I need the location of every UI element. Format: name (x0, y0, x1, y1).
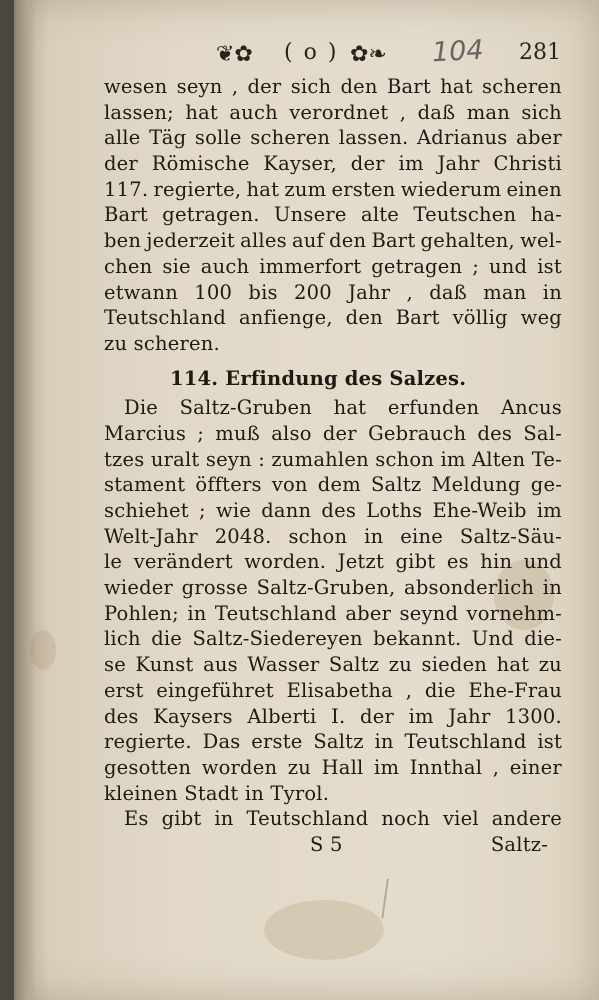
word: noch (381, 807, 431, 831)
word: Römische (151, 152, 250, 176)
word: seynd (399, 601, 459, 625)
word: erste (251, 730, 303, 754)
word: hat (440, 75, 473, 98)
word: vornehm- (466, 601, 562, 625)
word: in (374, 730, 394, 754)
text-line (104, 305, 562, 331)
word: sie (162, 254, 191, 278)
word: des (104, 704, 139, 728)
page-gutter (14, 0, 36, 1000)
footer-line (104, 832, 562, 858)
paper-stain (264, 900, 384, 960)
word: jederzeit (146, 229, 235, 253)
word: regierte. (104, 730, 192, 754)
word: , (405, 678, 413, 702)
word: Saltz-Gruben (179, 396, 312, 420)
text-line (104, 652, 562, 678)
word: Te- (531, 447, 562, 471)
word: Saltz-Gruben, (256, 576, 396, 600)
word: Teutschland (404, 730, 527, 754)
text-line (104, 806, 562, 832)
word: absonderlich (404, 576, 535, 600)
word: Welt-Jahr (104, 524, 198, 548)
text-line (104, 575, 562, 601)
word: uralt (150, 447, 200, 471)
word: verändert (133, 550, 233, 574)
word: auch (200, 254, 250, 278)
word: Es (124, 807, 149, 831)
paper-crease (381, 879, 408, 922)
word: Elisabetha (286, 678, 393, 702)
text-line: zu scheren. (104, 331, 220, 355)
word: den (329, 229, 367, 253)
word: Innthal (409, 755, 483, 779)
text-line (104, 202, 562, 228)
word: Hall (321, 755, 364, 779)
word: alte (361, 203, 400, 227)
text-line (104, 177, 562, 203)
word: Adrianus (417, 126, 508, 150)
word: Sal- (523, 421, 562, 445)
word: Gebrauch (368, 421, 467, 445)
word: die (424, 678, 456, 702)
word: weg (520, 306, 562, 330)
word: Pohlen; (104, 601, 179, 625)
word: viel (442, 807, 479, 831)
word: ; (197, 421, 205, 445)
text-line (104, 421, 562, 447)
word: 2048. (214, 524, 272, 548)
word: aber (345, 601, 392, 625)
text-line (104, 498, 562, 524)
word: im (398, 152, 424, 176)
word: Saltz (371, 473, 422, 497)
word: der (322, 421, 357, 445)
text-line (104, 729, 562, 755)
word: Alten (472, 447, 526, 471)
word: immerfort (259, 254, 362, 278)
ornament-right: ✿❧ (350, 42, 387, 67)
word: und (489, 254, 528, 278)
word: des (321, 499, 357, 522)
word: ha- (530, 203, 562, 227)
word: anfienge, (238, 306, 333, 330)
word: Täg (149, 126, 187, 150)
word: Bart (104, 203, 148, 227)
word: wie (215, 499, 252, 522)
word: und (523, 550, 562, 574)
word: die- (524, 627, 562, 651)
word: sich (290, 75, 332, 98)
word: von (271, 473, 308, 497)
word: muß (215, 421, 260, 445)
word: wiederum (400, 177, 502, 201)
word: der (350, 152, 385, 176)
word: 200 (294, 280, 332, 304)
word: bekannt. (373, 627, 462, 651)
word: zu (538, 653, 562, 677)
word: verordnet (289, 100, 389, 124)
word: Bart (371, 229, 416, 253)
word: der (360, 704, 394, 728)
word: daß (417, 100, 456, 124)
word: Teutschen (413, 203, 517, 227)
word: schon (288, 524, 348, 548)
word: den (345, 306, 383, 330)
word: scheren (250, 126, 331, 150)
word: Christi (493, 152, 562, 176)
word: ; (198, 499, 206, 522)
word: aus (203, 653, 238, 677)
word: Jahr (437, 152, 480, 176)
word: man (466, 100, 510, 124)
word: Saltz-Siedereyen (192, 627, 363, 651)
word: eine (400, 524, 443, 548)
word: bis (248, 280, 278, 304)
word: alle (104, 126, 141, 150)
word: zu (388, 653, 412, 677)
word: wel- (520, 229, 562, 253)
word: des (477, 421, 513, 445)
word: es (446, 550, 469, 574)
word: öffters (195, 473, 262, 497)
word: aber (516, 126, 562, 150)
book-page (14, 0, 599, 1000)
running-header (194, 36, 574, 70)
text-line (104, 228, 562, 254)
word: 100 (194, 280, 233, 304)
word: , (231, 75, 239, 98)
word: andere (491, 807, 562, 831)
header-center-mark: ( o ) (284, 40, 339, 65)
word: Wasser (247, 653, 320, 677)
word: lassen. (338, 126, 409, 150)
word: hin (480, 550, 513, 574)
word: scheren (482, 75, 562, 98)
word: zumahlen (271, 447, 369, 471)
text-line (104, 704, 562, 730)
word: tzes (104, 447, 145, 471)
word: zum (284, 177, 327, 201)
word: Und (471, 627, 514, 651)
word: völlig (452, 306, 508, 330)
word: also (271, 421, 312, 445)
word: ist (537, 254, 562, 278)
word: im (374, 755, 400, 779)
word: lich (104, 627, 141, 651)
text-line (104, 601, 562, 627)
word: grosse (181, 576, 248, 600)
word: ersten (331, 177, 396, 201)
word: man (483, 280, 527, 304)
page-body (104, 74, 562, 858)
word: wesen (104, 75, 168, 98)
word: in (364, 524, 384, 548)
section-heading: 114. Erfindung des Salzes. (170, 366, 467, 390)
page-number: 281 (519, 40, 561, 65)
handwritten-number: 104 (431, 34, 485, 69)
word: gesotten (104, 755, 192, 779)
text-line (104, 74, 562, 100)
word: Unsere (274, 203, 347, 227)
word: Saltz (313, 730, 364, 754)
word: den (340, 75, 378, 98)
text-line (104, 626, 562, 652)
word: im (440, 447, 466, 471)
word: sieden (421, 653, 488, 677)
word: Meldung (431, 473, 521, 497)
text-line (104, 280, 562, 306)
text-line (104, 549, 562, 575)
word: Teutschland (246, 807, 369, 831)
text-line (104, 100, 562, 126)
word: der (247, 75, 282, 98)
word: Jahr (448, 704, 491, 728)
word: Saltz-Säu- (459, 524, 562, 548)
text-line (104, 755, 562, 781)
word: 117. (104, 177, 149, 201)
word: auf (291, 229, 324, 253)
word: se (104, 653, 126, 677)
word: Loths (366, 499, 423, 522)
word: erfunden (387, 396, 480, 420)
word: Teutschland (104, 306, 227, 330)
word: Bart (386, 75, 431, 98)
word: der (104, 152, 138, 176)
word: schon (375, 447, 435, 471)
ornament-left: ❦✿ (216, 42, 253, 67)
word: gibt (395, 550, 436, 574)
signature-mark: S 5 (310, 832, 343, 856)
word: in (542, 280, 562, 304)
word: lassen; (104, 100, 174, 124)
word: : (258, 447, 265, 471)
word: gibt (161, 807, 202, 831)
word: hat (333, 396, 367, 420)
word: erst (104, 678, 144, 702)
catchword: Saltz- (490, 832, 548, 856)
word: in (214, 807, 234, 831)
word: Jahr (348, 280, 391, 304)
word: im (536, 499, 562, 522)
word: Ehe-Weib (432, 499, 527, 522)
word: sich (521, 100, 562, 124)
text-line (104, 524, 562, 550)
word: I. (331, 704, 346, 728)
word: Das (202, 730, 241, 754)
word: wieder (104, 576, 174, 600)
word: schiehet (104, 499, 189, 522)
word: regierte, (153, 177, 242, 201)
word: le (104, 550, 123, 574)
text-line: kleinen Stadt in Tyrol. (104, 781, 330, 805)
word: Kaysers (153, 704, 233, 728)
word: Ancus (500, 396, 562, 420)
word: chen (104, 254, 153, 278)
word: ge- (530, 473, 562, 497)
word: zu (287, 755, 312, 779)
word: Bart (395, 306, 440, 330)
word: etwann (104, 280, 179, 304)
word: Teutschland (214, 601, 337, 625)
word: gehalten, (420, 229, 515, 253)
paper-stain (30, 630, 56, 670)
word: Marcius (104, 421, 187, 445)
word: worden. (244, 550, 327, 574)
word: , (492, 755, 500, 779)
word: , (399, 100, 407, 124)
word: , (406, 280, 413, 304)
word: im (408, 704, 434, 728)
word: Kayser, (263, 152, 337, 176)
word: getragen (371, 254, 463, 278)
word: 1300. (505, 704, 562, 728)
word: hat (496, 653, 530, 677)
word: Jetzt (337, 550, 384, 574)
word: ist (537, 730, 562, 754)
word: seyn (205, 447, 252, 471)
word: in (187, 601, 207, 625)
word: daß (429, 280, 467, 304)
word: dann (261, 499, 312, 522)
word: worden (201, 755, 278, 779)
word: Alberti (247, 704, 317, 728)
text-line (104, 472, 562, 498)
word: ben (104, 229, 142, 253)
word: ; (472, 254, 480, 278)
word: getragen. (162, 203, 260, 227)
word: Saltz (328, 653, 380, 677)
word: solle (194, 126, 242, 150)
text-line (104, 447, 562, 473)
word: Die (124, 396, 159, 420)
text-line (104, 125, 562, 151)
word: hat (185, 100, 218, 124)
text-line (104, 151, 562, 177)
word: einer (509, 755, 562, 779)
text-line (104, 678, 562, 704)
word: einen (506, 177, 562, 201)
word: Kunst (135, 653, 194, 677)
word: die (151, 627, 183, 651)
word: Ehe-Frau (468, 678, 562, 702)
word: eingeführet (156, 678, 274, 702)
word: in (542, 576, 562, 600)
text-line (104, 395, 562, 421)
word: stament (104, 473, 186, 497)
text-line (104, 254, 562, 280)
word: alles (240, 229, 287, 253)
word: seyn (176, 75, 223, 98)
word: auch (229, 100, 278, 124)
word: dem (317, 473, 361, 497)
word: hat (246, 177, 280, 201)
